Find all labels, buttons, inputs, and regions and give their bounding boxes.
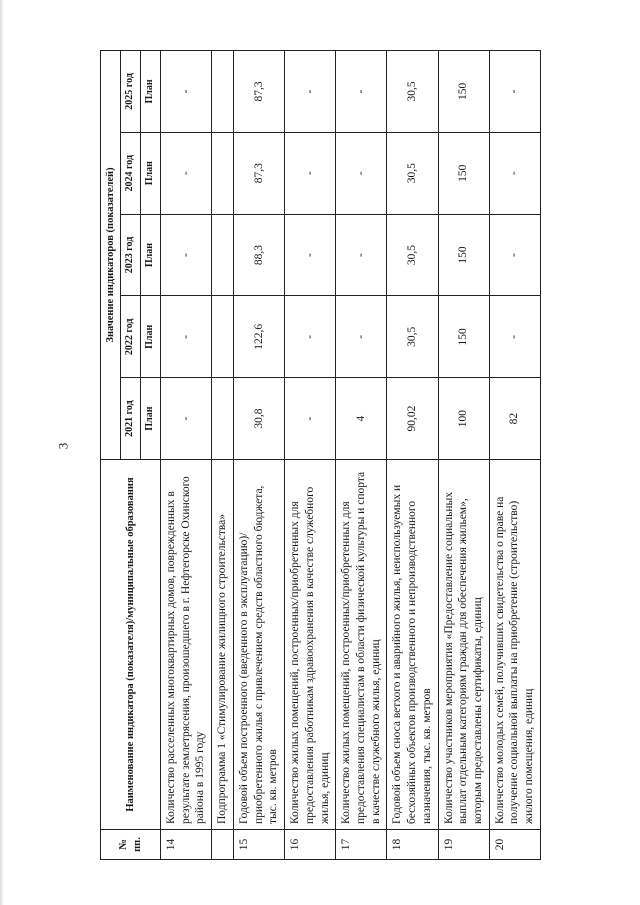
row-value: -	[336, 132, 387, 214]
row-value	[212, 132, 234, 214]
table-row	[285, 51, 336, 860]
header-year: 2022 год	[121, 296, 141, 378]
row-value	[212, 378, 234, 460]
row-value	[212, 296, 234, 378]
row-value: -	[285, 296, 336, 378]
row-value	[212, 214, 234, 296]
row-value: 150	[438, 296, 489, 378]
table-row	[233, 51, 284, 860]
row-value: 100	[438, 378, 489, 460]
table-body	[161, 51, 541, 860]
row-value: -	[161, 214, 212, 296]
row-value: -	[489, 214, 540, 296]
subprogram-title: Подпрограмма 1 «Стимулирование жилищного строительства»	[212, 460, 234, 830]
page-edge-shadow	[0, 0, 4, 905]
row-value: 4	[336, 378, 387, 460]
row-value: -	[285, 378, 336, 460]
row-value: 30,5	[387, 51, 438, 133]
row-value: -	[161, 378, 212, 460]
row-value: -	[336, 214, 387, 296]
row-value: -	[161, 132, 212, 214]
table-row	[489, 51, 540, 860]
row-value: 122,6	[233, 296, 284, 378]
indicators-table	[100, 50, 541, 860]
row-value: 87,3	[233, 132, 284, 214]
table-row	[438, 51, 489, 860]
header-plan: План	[141, 214, 161, 296]
header-num: № пп.	[101, 830, 161, 860]
header-plan: План	[141, 51, 161, 133]
row-value: -	[336, 296, 387, 378]
row-value: -	[285, 214, 336, 296]
row-num: 14	[161, 830, 212, 860]
row-value	[212, 51, 234, 133]
row-value: 87,3	[233, 51, 284, 133]
row-name: Количество участников мероприятия «Предоставление социальных выплат отдельным категориям граждан для обеспечения жильем», которым предоставлены сертификаты, единиц	[438, 460, 489, 830]
row-value: -	[336, 51, 387, 133]
table-row	[161, 51, 212, 860]
row-num: 20	[489, 830, 540, 860]
header-group: Значение индикаторов (показателей)	[101, 51, 121, 460]
row-value: 30,8	[233, 378, 284, 460]
header-year: 2021 год	[121, 378, 141, 460]
header-plan: План	[141, 296, 161, 378]
row-value: 30,5	[387, 296, 438, 378]
table-row	[387, 51, 438, 860]
row-value: -	[161, 296, 212, 378]
page-number: 3	[55, 442, 71, 450]
row-name: Количество жилых помещений, построенных/приобретенных для предоставления специалистам в области физической культуры и спорта в качестве служебного жилья, единиц	[336, 460, 387, 830]
rotated-table-container	[100, 50, 620, 860]
header-name: Наименование индикатора (показателя)/муниципальные образования	[101, 460, 161, 830]
header-year: 2025 год	[121, 51, 141, 133]
row-num: 16	[285, 830, 336, 860]
row-num: 17	[336, 830, 387, 860]
row-value: -	[489, 132, 540, 214]
row-value: -	[285, 51, 336, 133]
row-num: 15	[233, 830, 284, 860]
header-year: 2024 год	[121, 132, 141, 214]
row-value: -	[489, 296, 540, 378]
row-value: -	[489, 51, 540, 133]
row-value: 150	[438, 214, 489, 296]
row-value: 150	[438, 51, 489, 133]
row-value: 150	[438, 132, 489, 214]
row-value: 30,5	[387, 132, 438, 214]
row-name: Количество молодых семей, получивших свидетельства о праве на получение социальной выплаты на приобретение (строительство) жилого помещения, единиц	[489, 460, 540, 830]
row-value: 90,02	[387, 378, 438, 460]
row-value: -	[285, 132, 336, 214]
subprogram-row	[212, 51, 234, 860]
header-plan: План	[141, 132, 161, 214]
row-name: Годовой объем сноса ветхого и аварийного жилья, неиспользуемых и бесхозяйных объектов производственного и непроизводственного назначения, тыс. кв. метров	[387, 460, 438, 830]
table-row	[336, 51, 387, 860]
header-plan: План	[141, 378, 161, 460]
row-num: 18	[387, 830, 438, 860]
row-num	[212, 830, 234, 860]
row-name: Годовой объем построенного (введенного в эксплуатацию)/приобретенного жилья с привлечением средств областного бюджета, тыс. кв. метров	[233, 460, 284, 830]
row-name: Количество жилых помещений, построенных/приобретенных для предоставления работникам здравоохранения в качестве служебного жилья, единиц	[285, 460, 336, 830]
row-value: 82	[489, 378, 540, 460]
row-name: Количество расселенных многоквартирных домов, поврежденных в результате землетрясения, произошедшего в г. Нефтегорске Охинского района в 1995 году	[161, 460, 212, 830]
header-year: 2023 год	[121, 214, 141, 296]
row-value: 88,3	[233, 214, 284, 296]
row-value: -	[161, 51, 212, 133]
row-num: 19	[438, 830, 489, 860]
row-value: 30,5	[387, 214, 438, 296]
